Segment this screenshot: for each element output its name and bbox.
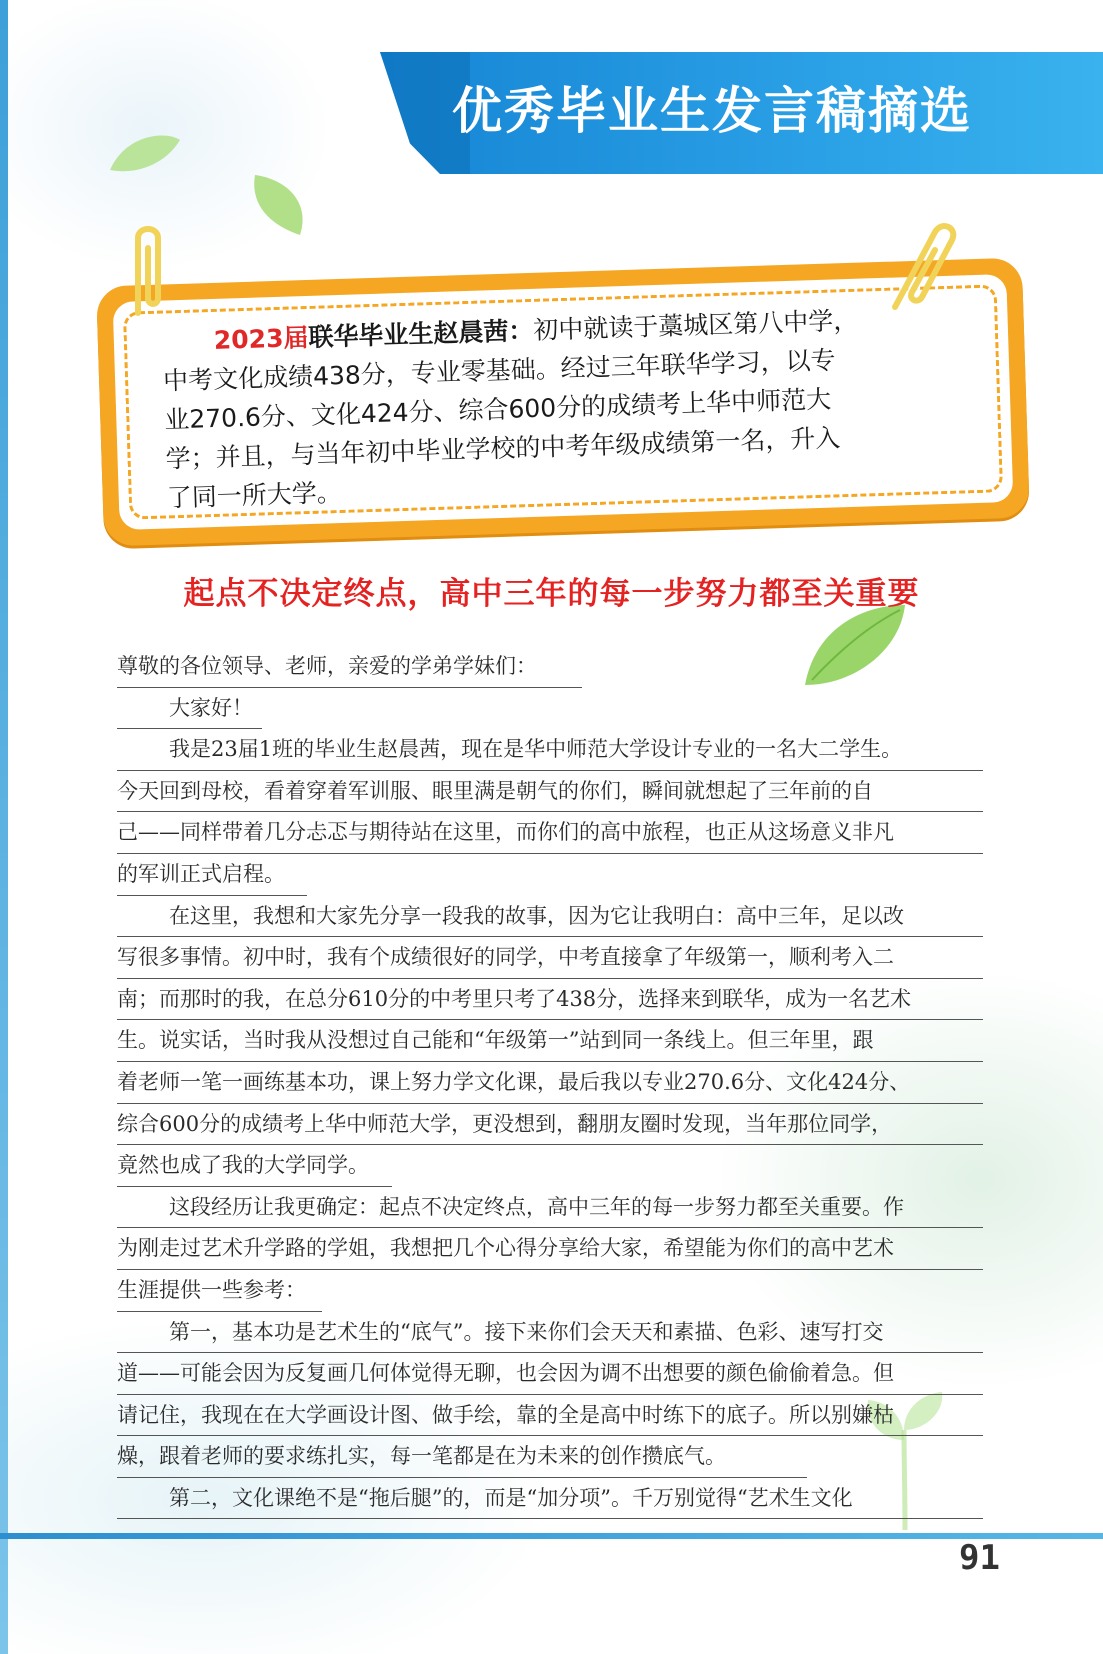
speech-line: 这段经历让我更确定：起点不决定终点，高中三年的每一步努力都至关重要。作 <box>117 1187 983 1229</box>
profile-card-text <box>161 299 927 518</box>
speech-line: 着老师一笔一画练基本功，课上努力学文化课，最后我以专业270.6分、文化424分、 <box>117 1062 983 1104</box>
speech-line: 南；而那时的我，在总分610分的中考里只考了438分，选择来到联华，成为一名艺术 <box>117 979 983 1021</box>
profile-line: 学；并且，与当年初中毕业学校的中考年级成绩第一名，升入 <box>165 423 841 474</box>
profile-line: 业270.6分、文化424分、综合600分的成绩考上华中师范大 <box>163 384 832 435</box>
speech-title: 起点不决定终点，高中三年的每一步努力都至关重要 <box>183 576 920 612</box>
speech-line: 竟然也成了我的大学同学。 <box>117 1145 392 1187</box>
speech-line: 己——同样带着几分忐忑与期待站在这里，而你们的高中旅程，也正从这场意义非凡 <box>117 812 983 854</box>
speech-line: 道——可能会因为反复画几何体觉得无聊，也会因为调不出想要的颜色偷偷着急。但 <box>117 1353 983 1395</box>
leaf-icon <box>245 170 315 240</box>
leaf-icon <box>105 130 185 180</box>
speech-line: 为刚走过艺术升学路的学姐，我想把几个心得分享给大家，希望能为你们的高中艺术 <box>117 1228 983 1270</box>
speech-body <box>117 646 983 1519</box>
profile-line: 中考文化成绩438分，专业零基础。经过三年联华学习，以专 <box>162 345 837 396</box>
graduation-year: 2023届 <box>213 322 309 355</box>
speech-line: 的军训正式启程。 <box>117 854 307 896</box>
profile-card-body <box>113 274 1014 530</box>
speech-line: 请记住，我现在在大学画设计图、做手绘，靠的全是高中时练下的底子。所以别嫌枯 <box>117 1395 983 1437</box>
speech-line: 生。说实话，当时我从没想过自己能和“年级第一”站到同一条线上。但三年里，跟 <box>117 1020 983 1062</box>
speech-line: 尊敬的各位领导、老师，亲爱的学弟学妹们： <box>117 646 582 688</box>
speech-line: 燥，跟着老师的要求练扎实，每一笔都是在为未来的创作攒底气。 <box>117 1436 807 1478</box>
paperclip-icon <box>880 212 960 317</box>
speech-line: 第一，基本功是艺术生的“底气”。接下来你们会天天和素描、色彩、速写打交 <box>117 1312 983 1354</box>
speech-line: 第二，文化课绝不是“拖后腿”的，而是“加分项”。千万别觉得“艺术生文化 <box>117 1478 983 1520</box>
speech-line: 综合600分的成绩考上华中师范大学，更没想到，翻朋友圈时发现，当年那位同学， <box>117 1104 983 1146</box>
paperclip-icon <box>126 218 170 318</box>
speech-line: 我是23届1班的毕业生赵晨茜，现在是华中师范大学设计专业的一名大二学生。 <box>117 729 983 771</box>
graduate-name: 联华毕业生赵晨茜： <box>307 315 534 352</box>
left-edge-stripe <box>0 0 8 1654</box>
speech-line: 写很多事情。初中时，我有个成绩很好的同学，中考直接拿了年级第一，顺利考入二 <box>117 937 983 979</box>
profile-line: 了同一所大学。 <box>166 478 343 513</box>
profile-line: 初中就读于藁城区第八中学， <box>532 305 859 345</box>
speech-line: 大家好！ <box>117 688 262 730</box>
speech-line: 在这里，我想和大家先分享一段我的故事，因为它让我明白：高中三年，足以改 <box>117 896 983 938</box>
speech-line: 今天回到母校，看着穿着军训服、眼里满是朝气的你们，瞬间就想起了三年前的自 <box>117 771 983 813</box>
speech-line: 生涯提供一些参考： <box>117 1270 322 1312</box>
page-title: 优秀毕业生发言稿摘选 <box>452 82 972 140</box>
page-number: 91 <box>959 1538 1000 1578</box>
